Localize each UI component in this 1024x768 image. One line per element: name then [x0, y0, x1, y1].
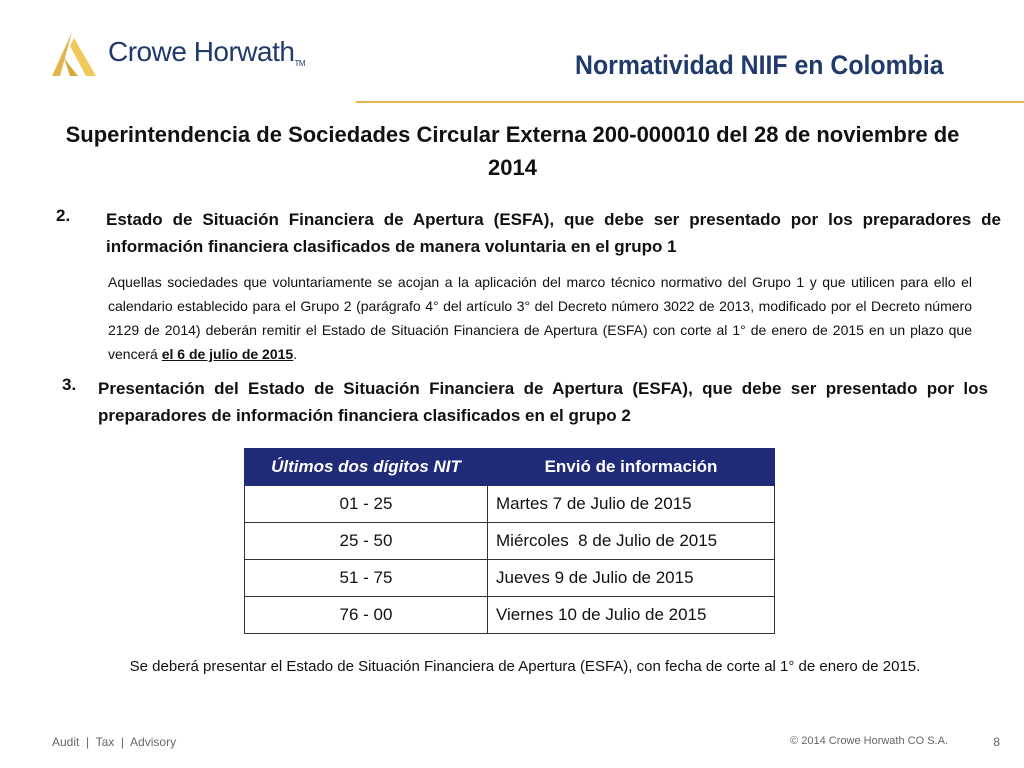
- item-number: 3.: [62, 375, 77, 394]
- title-divider: [356, 101, 1024, 103]
- deadline-date: el 6 de julio de 2015: [161, 346, 294, 362]
- table-header-row: [245, 449, 775, 486]
- page-number: 8: [993, 735, 1000, 749]
- logo-wordmark: [108, 36, 305, 68]
- nit-range-cell: 01 - 25: [245, 486, 488, 523]
- page-title: Normatividad NIIF en Colombia: [575, 50, 944, 80]
- item-number: 2.: [56, 206, 71, 225]
- column-header-label: Últimos dos dígitos NIT: [271, 457, 461, 476]
- nit-range-cell: 51 - 75: [245, 560, 488, 597]
- table-row: [245, 523, 775, 560]
- submission-date-cell: Viernes 10 de Julio de 2015: [488, 597, 775, 634]
- company-logo: [50, 30, 330, 80]
- paragraph-text: Aquellas sociedades que voluntariamente se acojan a la aplicación del marco técnico normativo del Grupo 1 y que utilicen para ello el calendario establecido para el Grupo 2 (parágrafo 4° del artículo 3° del Decreto número 3022 de 2013, modificado por el Decreto número 2129 de 2014) deberán remitir el Estado de Situación Financiera de Apertura (ESFA) con corte al 1° de enero de 2015 en un plazo que vencerá: [108, 274, 972, 362]
- table-row: [245, 597, 775, 634]
- table-row: [245, 486, 775, 523]
- table-row: [245, 560, 775, 597]
- slide-subtitle: Superintendencia de Sociedades Circular Externa 200-000010 del 28 de noviembre de 2014: [65, 122, 960, 180]
- column-header: Envió de información: [488, 449, 775, 486]
- logo-name: Crowe Horwath: [108, 36, 295, 67]
- nit-range-cell: 76 - 00: [245, 597, 488, 634]
- item-heading: Presentación del Estado de Situación Financiera de Apertura (ESFA), que debe ser presentado por los preparadores de información financiera clasificados en el grupo 2: [98, 379, 988, 425]
- item-2-paragraph: [108, 270, 972, 366]
- crowe-horwath-mark-icon: [50, 30, 102, 78]
- footnote: Se deberá presentar el Estado de Situación Financiera de Apertura (ESFA), con fecha de corte al 1° de enero de 2015.: [129, 658, 921, 675]
- footer-services: Audit | Tax | Advisory: [52, 735, 177, 749]
- nit-schedule-table: [244, 448, 775, 634]
- logo-trademark: TM: [294, 59, 306, 68]
- footer-copyright: © 2014 Crowe Horwath CO S.A.: [790, 735, 948, 747]
- item-heading: Estado de Situación Financiera de Apertura (ESFA), que debe ser presentado por los preparadores de información financiera clasificados de manera voluntaria en el grupo 1: [106, 210, 1001, 256]
- submission-date-cell: Jueves 9 de Julio de 2015: [488, 560, 775, 597]
- column-header: [245, 449, 488, 486]
- nit-range-cell: 25 - 50: [245, 523, 488, 560]
- paragraph-period: .: [293, 346, 298, 362]
- submission-date-cell: Martes 7 de Julio de 2015: [488, 486, 775, 523]
- submission-date-cell: Miércoles 8 de Julio de 2015: [488, 523, 775, 560]
